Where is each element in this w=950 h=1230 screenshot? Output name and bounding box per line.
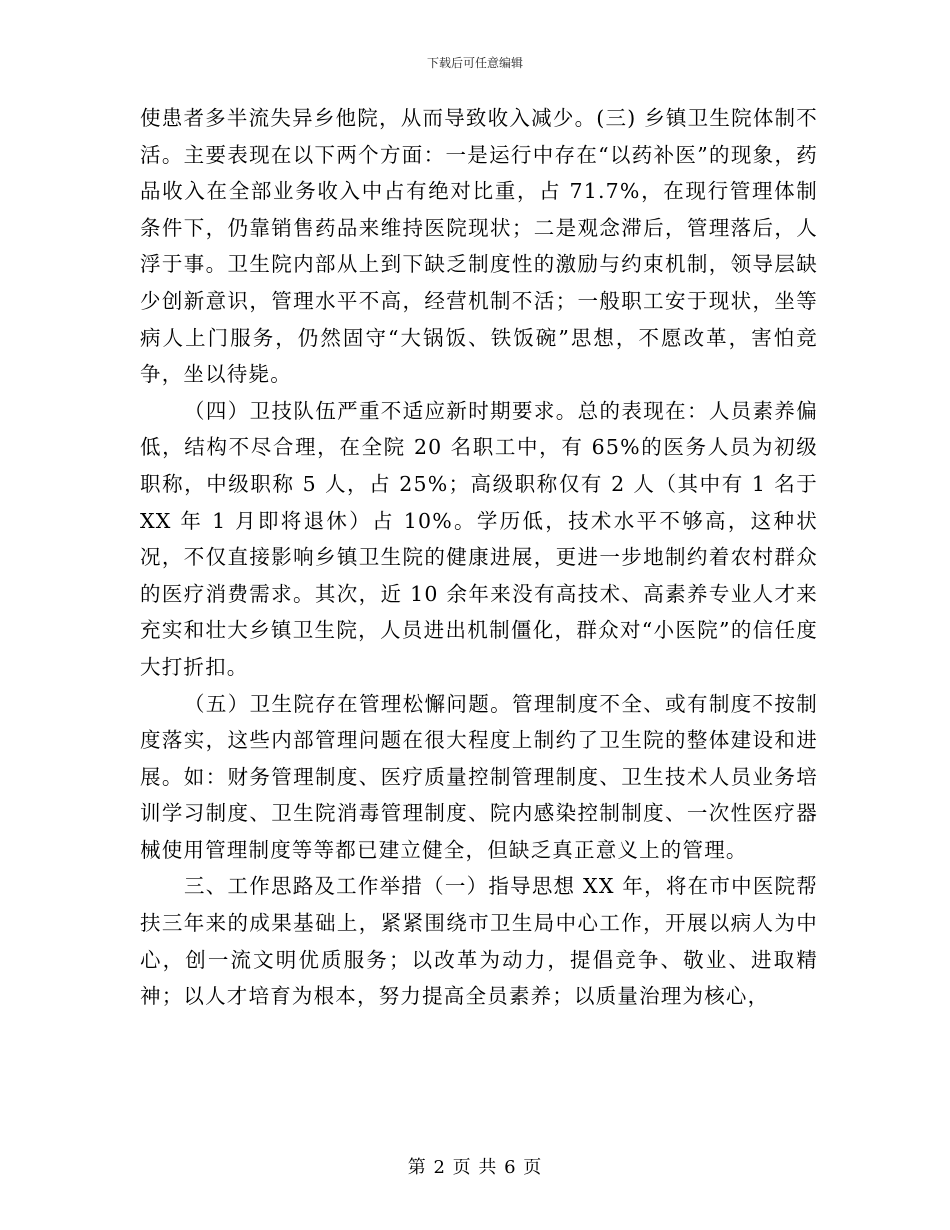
page-header: 下载后可任意编辑 (426, 56, 523, 70)
paragraph-continuation: 使患者多半流失异乡他院，从而导致收入减少。(三) 乡镇卫生院体制不活。主要表现在以下两个方面：一是运行中存在“以药补医”的现象，药品收入在全部业务收入中占有绝对比重，占 71.7%，在现行管理体制条件下，仍靠销售药品来维持医院现状；二是观念滞后，管理落后，人浮于事。卫生院内部从上到下缺乏制度性的激励与约束机制，领导层缺少创新意识，管理水平不高，经营机制不活；一般职工安于现状，坐等病人上门服务，仍然固守“大锅饭、铁饭碗”思想，不愿改革，害怕竞争，坐以待毙。 (140, 106, 818, 387)
paragraph-section-3-work-plan: 三、工作思路及工作举措（一）指导思想 XX 年，将在市中医院帮扶三年来的成果基础上，紧紧围绕市卫生局中心工作，开展以病人为中心，创一流文明优质服务；以改革为动力，提倡竞争、敬业、进取精神；以人才培育为根本，努力提高全员素养；以质量治理为核心， (140, 874, 818, 1009)
document-body (140, 100, 818, 1015)
page-number: 第 2 页 共 6 页 (407, 1157, 543, 1178)
paragraph-section-5: （五）卫生院存在管理松懈问题。管理制度不全、或有制度不按制度落实，这些内部管理问题在很大程度上制约了卫生院的整体建设和进展。如：财务管理制度、医疗质量控制管理制度、卫生技术人员业务培训学习制度、卫生院消毒管理制度、院内感染控制制度、一次性医疗器械使用管理制度等等都已建立健全，但缺乏真正意义上的管理。 (140, 691, 818, 862)
paragraph-section-4: （四）卫技队伍严重不适应新时期要求。总的表现在：人员素养偏低，结构不尽合理，在全院 20 名职工中，有 65%的医务人员为初级职称，中级职称 5 人，占 25%；高级职称仅有 2 人（其中有 1 名于 XX 年 1 月即将退休）占 10%。学历低，技术水平不够高，这种状况，不仅直接影响乡镇卫生院的健康进展，更进一步地制约着农村群众的医疗消费需求。其次，近 10 余年来没有高技术、高素养专业人才来充实和壮大乡镇卫生院，人员进出机制僵化，群众对“小医院”的信任度大打折扣。 (140, 398, 818, 679)
